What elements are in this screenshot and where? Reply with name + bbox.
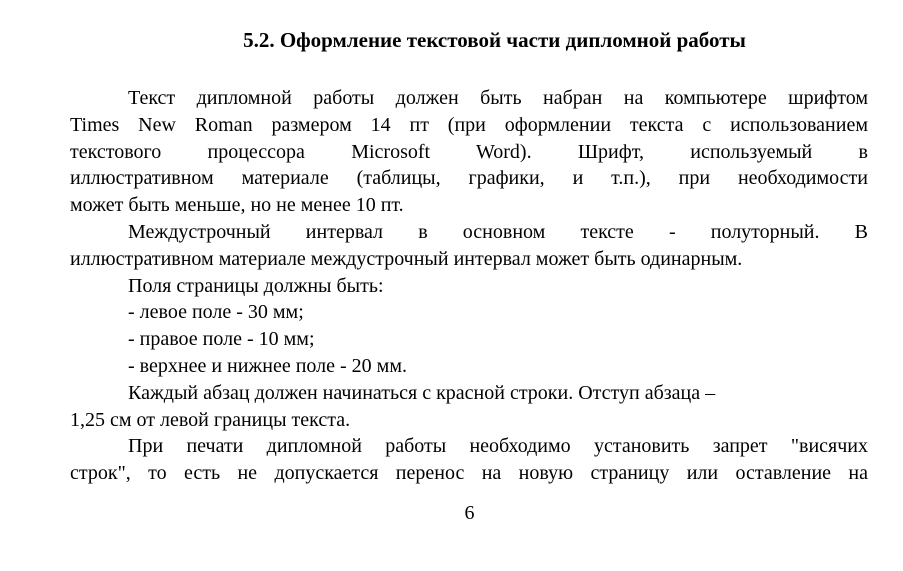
text-line: текстового процессора Microsoft Word). Шрифт, используемый в <box>70 140 868 163</box>
text-line: Междустрочный интервал в основном тексте - полуторный. В <box>128 220 868 243</box>
list-item: - левое поле - 30 мм; <box>128 301 304 324</box>
text-line: строк", то есть не допускается перенос на новую страницу или оставление на <box>70 462 868 485</box>
text-line: Times New Roman размером 14 пт (при оформлении текста с использованием <box>70 113 868 136</box>
body-text <box>70 85 868 487</box>
text-line: 1,25 см от левой границы текста. <box>70 408 351 431</box>
text-line: Текст дипломной работы должен быть набран на компьютере шрифтом <box>128 87 868 109</box>
text-line: иллюстративном материале междустрочный интервал может быть одинарным. <box>70 247 743 270</box>
text-line: иллюстративном материале (таблицы, графики, и т.п.), при необходимости <box>70 167 868 190</box>
text-line: Каждый абзац должен начинаться с красной строки. Отступ абзаца – <box>128 381 716 404</box>
section-heading: 5.2. Оформление текстовой части дипломной работы <box>243 28 746 52</box>
list-item: - верхнее и нижнее поле - 20 мм. <box>128 354 407 377</box>
text-line: Поля страницы должны быть: <box>128 274 384 297</box>
page-number: 6 <box>464 502 475 524</box>
list-item: - правое поле - 10 мм; <box>128 328 315 351</box>
text-line: При печати дипломной работы необходимо установить запрет "висячих <box>128 435 868 458</box>
text-line: может быть меньше, но не менее 10 пт. <box>70 194 404 217</box>
